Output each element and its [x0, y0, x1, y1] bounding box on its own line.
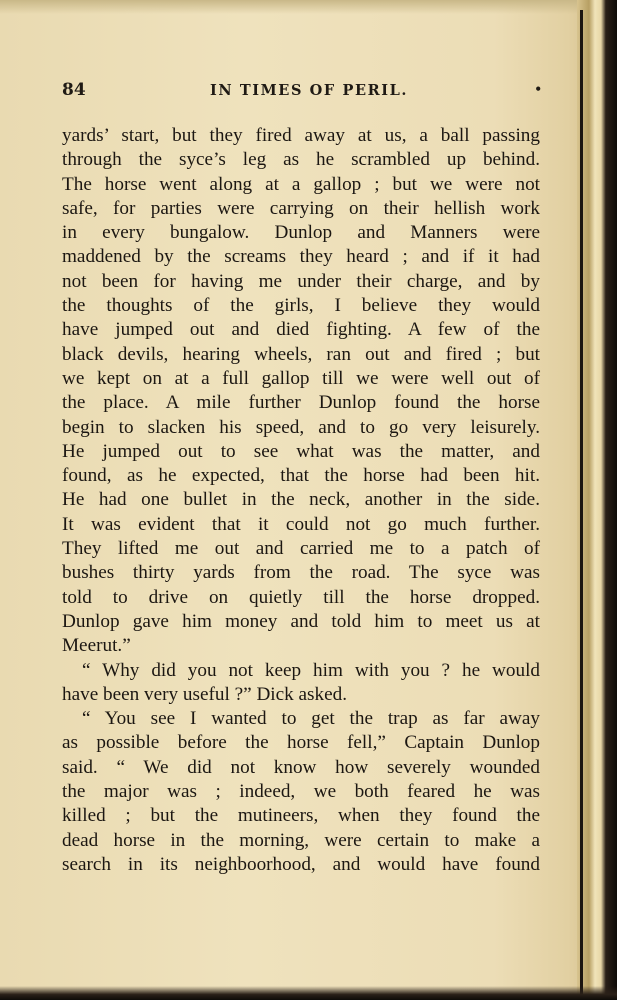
text-line: said. “ We did not know how severely wounded — [62, 756, 540, 778]
text-line: the place. A mile further Dunlop found the horse — [62, 392, 540, 414]
text-line: yards’ start, but they fired away at us, a ball passing — [62, 125, 540, 146]
running-title: IN TIMES OF PERIL. — [210, 82, 409, 99]
text-line: we kept on at a full gallop till we were well out of — [62, 367, 540, 389]
print-speck: • — [534, 82, 542, 96]
text-line: “ Why did you not keep him with you ? he would — [82, 659, 540, 681]
text-line: not been for having me under their charge, and by — [62, 270, 540, 292]
text-line: The horse went along at a gallop ; but we were not — [62, 173, 540, 195]
text-line: black devils, hearing wheels, ran out and fired ; but — [62, 343, 540, 365]
text-line: He had one bullet in the neck, another in the side. — [62, 489, 540, 511]
text-line: search in its neighboorhood, and would have found — [62, 853, 540, 875]
text-line: They lifted me out and carried me to a patch of — [62, 538, 540, 560]
text-line: It was evident that it could not go much further. — [62, 513, 540, 535]
text-line: “ You see I wanted to get the trap as far away — [82, 708, 540, 730]
text-line: begin to slacken his speed, and to go very leisurely. — [62, 416, 540, 438]
page-number: 84 — [62, 80, 86, 100]
text-line: Meerut.” — [62, 635, 131, 657]
text-line: dead horse in the morning, were certain to make a — [62, 829, 540, 851]
text-line: in every bungalow. Dunlop and Manners were — [62, 222, 540, 244]
book-spine-edge — [577, 0, 617, 1000]
page-top-shadow — [0, 0, 617, 14]
text-line: the major was ; indeed, we both feared he was — [62, 781, 540, 803]
page-header — [62, 80, 552, 106]
text-line: found, as he expected, that the horse had been hit. — [62, 465, 540, 487]
text-line: Dunlop gave him money and told him to meet us at — [62, 610, 540, 632]
text-line: maddened by the screams they heard ; and if it had — [62, 246, 540, 268]
body-text — [62, 124, 540, 877]
text-line: have jumped out and died fighting. A few of the — [62, 319, 540, 341]
text-line: safe, for parties were carrying on their hellish work — [62, 197, 540, 219]
text-line: the thoughts of the girls, I believe they would — [62, 295, 540, 317]
page-edge-line — [580, 10, 583, 995]
text-line: He jumped out to see what was the matter, and — [62, 440, 540, 462]
text-line: have been very useful ?” Dick asked. — [62, 683, 348, 705]
text-line: bushes thirty yards from the road. The syce was — [62, 562, 540, 584]
page-bottom-shadow — [0, 986, 617, 1000]
text-line: through the syce’s leg as he scrambled up behind. — [62, 149, 540, 171]
text-line: as possible before the horse fell,” Captain Dunlop — [62, 732, 540, 754]
text-line: killed ; but the mutineers, when they found the — [62, 805, 540, 827]
text-line: told to drive on quietly till the horse dropped. — [62, 586, 540, 608]
